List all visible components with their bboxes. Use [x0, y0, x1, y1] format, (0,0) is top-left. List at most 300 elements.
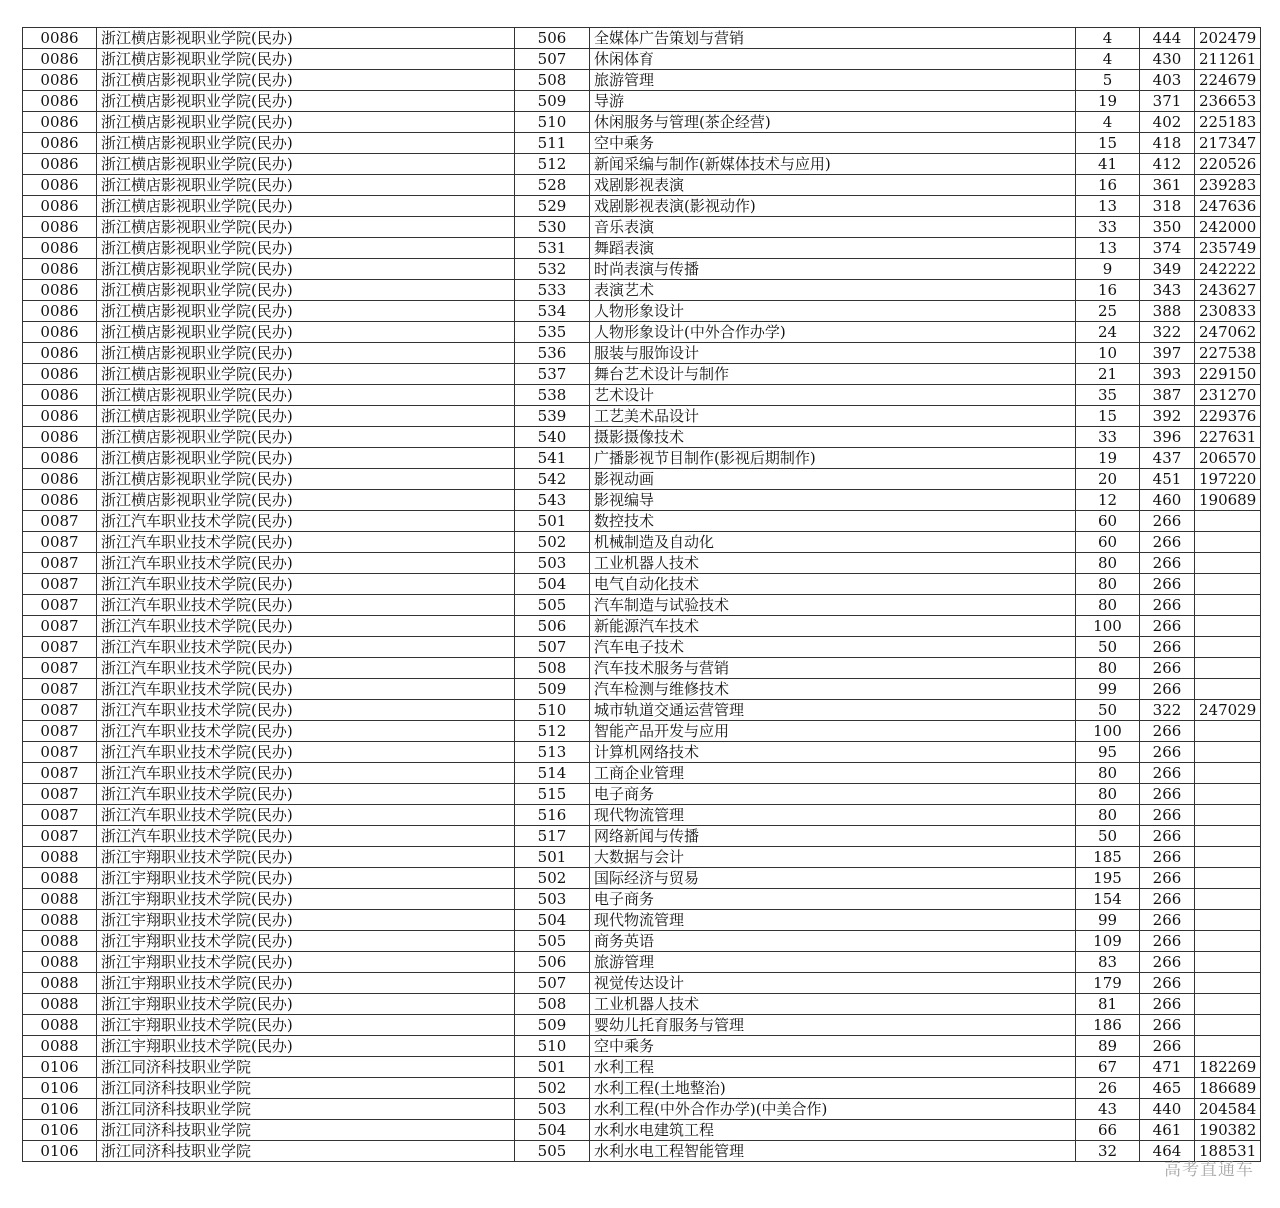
table-row	[23, 994, 1261, 1015]
min-score-cell: 430	[1140, 49, 1195, 70]
min-score-cell: 322	[1140, 322, 1195, 343]
major-name-cell: 导游	[590, 91, 1076, 112]
rank-cell	[1195, 658, 1261, 679]
table-row	[23, 679, 1261, 700]
table-row	[23, 721, 1261, 742]
min-score-cell: 266	[1140, 973, 1195, 994]
min-score-cell: 266	[1140, 616, 1195, 637]
min-score-cell: 403	[1140, 70, 1195, 91]
school-name-cell: 浙江横店影视职业学院(民办)	[97, 70, 515, 91]
school-name-cell: 浙江横店影视职业学院(民办)	[97, 280, 515, 301]
min-score-cell: 460	[1140, 490, 1195, 511]
major-name-cell: 休闲服务与管理(茶企经营)	[590, 112, 1076, 133]
table-row	[23, 448, 1261, 469]
major-code-cell: 503	[515, 553, 590, 574]
school-name-cell: 浙江横店影视职业学院(民办)	[97, 112, 515, 133]
plan-count-cell: 81	[1076, 994, 1140, 1015]
school-code-cell: 0088	[23, 952, 97, 973]
min-score-cell: 266	[1140, 1015, 1195, 1036]
rank-cell: 242000	[1195, 217, 1261, 238]
rank-cell: 239283	[1195, 175, 1261, 196]
plan-count-cell: 95	[1076, 742, 1140, 763]
rank-cell	[1195, 973, 1261, 994]
major-name-cell: 服装与服饰设计	[590, 343, 1076, 364]
table-row	[23, 658, 1261, 679]
major-code-cell: 511	[515, 133, 590, 154]
table-row	[23, 406, 1261, 427]
major-name-cell: 人物形象设计	[590, 301, 1076, 322]
plan-count-cell: 20	[1076, 469, 1140, 490]
admission-table	[22, 27, 1261, 1162]
major-code-cell: 503	[515, 889, 590, 910]
school-code-cell: 0086	[23, 364, 97, 385]
table-row	[23, 511, 1261, 532]
school-name-cell: 浙江横店影视职业学院(民办)	[97, 154, 515, 175]
plan-count-cell: 13	[1076, 238, 1140, 259]
school-code-cell: 0088	[23, 994, 97, 1015]
major-code-cell: 540	[515, 427, 590, 448]
table-row	[23, 343, 1261, 364]
plan-count-cell: 89	[1076, 1036, 1140, 1057]
school-name-cell: 浙江宇翔职业技术学院(民办)	[97, 1036, 515, 1057]
major-code-cell: 502	[515, 532, 590, 553]
table-row	[23, 49, 1261, 70]
major-name-cell: 智能产品开发与应用	[590, 721, 1076, 742]
major-code-cell: 530	[515, 217, 590, 238]
school-name-cell: 浙江横店影视职业学院(民办)	[97, 28, 515, 49]
plan-count-cell: 100	[1076, 616, 1140, 637]
school-name-cell: 浙江汽车职业技术学院(民办)	[97, 658, 515, 679]
table-row	[23, 1057, 1261, 1078]
plan-count-cell: 33	[1076, 217, 1140, 238]
school-code-cell: 0086	[23, 406, 97, 427]
rank-cell: 186689	[1195, 1078, 1261, 1099]
school-code-cell: 0087	[23, 700, 97, 721]
school-name-cell: 浙江横店影视职业学院(民办)	[97, 469, 515, 490]
school-name-cell: 浙江宇翔职业技术学院(民办)	[97, 847, 515, 868]
min-score-cell: 266	[1140, 805, 1195, 826]
major-code-cell: 514	[515, 763, 590, 784]
school-name-cell: 浙江横店影视职业学院(民办)	[97, 91, 515, 112]
min-score-cell: 451	[1140, 469, 1195, 490]
major-name-cell: 水利水电工程智能管理	[590, 1141, 1076, 1162]
major-code-cell: 502	[515, 1078, 590, 1099]
major-code-cell: 534	[515, 301, 590, 322]
school-code-cell: 0087	[23, 595, 97, 616]
min-score-cell: 440	[1140, 1099, 1195, 1120]
table-row	[23, 742, 1261, 763]
plan-count-cell: 4	[1076, 28, 1140, 49]
school-code-cell: 0086	[23, 49, 97, 70]
plan-count-cell: 100	[1076, 721, 1140, 742]
min-score-cell: 464	[1140, 1141, 1195, 1162]
school-name-cell: 浙江宇翔职业技术学院(民办)	[97, 994, 515, 1015]
rank-cell	[1195, 931, 1261, 952]
major-code-cell: 535	[515, 322, 590, 343]
school-code-cell: 0086	[23, 448, 97, 469]
min-score-cell: 266	[1140, 658, 1195, 679]
school-name-cell: 浙江宇翔职业技术学院(民办)	[97, 931, 515, 952]
plan-count-cell: 99	[1076, 910, 1140, 931]
school-code-cell: 0088	[23, 868, 97, 889]
table-row	[23, 301, 1261, 322]
rank-cell: 206570	[1195, 448, 1261, 469]
school-code-cell: 0087	[23, 721, 97, 742]
plan-count-cell: 185	[1076, 847, 1140, 868]
major-name-cell: 水利水电建筑工程	[590, 1120, 1076, 1141]
plan-count-cell: 80	[1076, 784, 1140, 805]
major-name-cell: 视觉传达设计	[590, 973, 1076, 994]
major-code-cell: 516	[515, 805, 590, 826]
rank-cell	[1195, 847, 1261, 868]
table-row	[23, 595, 1261, 616]
school-code-cell: 0086	[23, 259, 97, 280]
major-name-cell: 城市轨道交通运营管理	[590, 700, 1076, 721]
major-name-cell: 工商企业管理	[590, 763, 1076, 784]
major-code-cell: 510	[515, 700, 590, 721]
school-name-cell: 浙江横店影视职业学院(民办)	[97, 322, 515, 343]
major-code-cell: 532	[515, 259, 590, 280]
school-name-cell: 浙江横店影视职业学院(民办)	[97, 301, 515, 322]
major-name-cell: 戏剧影视表演(影视动作)	[590, 196, 1076, 217]
rank-cell: 231270	[1195, 385, 1261, 406]
school-name-cell: 浙江横店影视职业学院(民办)	[97, 175, 515, 196]
major-name-cell: 时尚表演与传播	[590, 259, 1076, 280]
min-score-cell: 266	[1140, 511, 1195, 532]
min-score-cell: 318	[1140, 196, 1195, 217]
plan-count-cell: 32	[1076, 1141, 1140, 1162]
min-score-cell: 361	[1140, 175, 1195, 196]
major-code-cell: 508	[515, 994, 590, 1015]
major-name-cell: 汽车制造与试验技术	[590, 595, 1076, 616]
table-row	[23, 973, 1261, 994]
school-name-cell: 浙江汽车职业技术学院(民办)	[97, 574, 515, 595]
plan-count-cell: 15	[1076, 406, 1140, 427]
major-name-cell: 艺术设计	[590, 385, 1076, 406]
min-score-cell: 266	[1140, 784, 1195, 805]
min-score-cell: 266	[1140, 1036, 1195, 1057]
major-code-cell: 507	[515, 973, 590, 994]
min-score-cell: 266	[1140, 679, 1195, 700]
major-code-cell: 509	[515, 91, 590, 112]
major-code-cell: 512	[515, 721, 590, 742]
major-name-cell: 摄影摄像技术	[590, 427, 1076, 448]
major-code-cell: 501	[515, 511, 590, 532]
school-code-cell: 0106	[23, 1057, 97, 1078]
major-name-cell: 广播影视节目制作(影视后期制作)	[590, 448, 1076, 469]
plan-count-cell: 21	[1076, 364, 1140, 385]
school-name-cell: 浙江汽车职业技术学院(民办)	[97, 679, 515, 700]
rank-cell	[1195, 952, 1261, 973]
school-name-cell: 浙江汽车职业技术学院(民办)	[97, 826, 515, 847]
major-name-cell: 新能源汽车技术	[590, 616, 1076, 637]
min-score-cell: 393	[1140, 364, 1195, 385]
school-code-cell: 0106	[23, 1078, 97, 1099]
table-row	[23, 91, 1261, 112]
school-code-cell: 0087	[23, 511, 97, 532]
major-name-cell: 现代物流管理	[590, 910, 1076, 931]
major-name-cell: 空中乘务	[590, 133, 1076, 154]
major-name-cell: 全媒体广告策划与营销	[590, 28, 1076, 49]
school-code-cell: 0106	[23, 1141, 97, 1162]
school-name-cell: 浙江宇翔职业技术学院(民办)	[97, 868, 515, 889]
school-code-cell: 0086	[23, 196, 97, 217]
school-name-cell: 浙江同济科技职业学院	[97, 1099, 515, 1120]
plan-count-cell: 19	[1076, 448, 1140, 469]
rank-cell	[1195, 784, 1261, 805]
plan-count-cell: 195	[1076, 868, 1140, 889]
school-code-cell: 0087	[23, 742, 97, 763]
rank-cell: 220526	[1195, 154, 1261, 175]
min-score-cell: 387	[1140, 385, 1195, 406]
rank-cell: 242222	[1195, 259, 1261, 280]
school-name-cell: 浙江横店影视职业学院(民办)	[97, 196, 515, 217]
school-code-cell: 0086	[23, 154, 97, 175]
major-code-cell: 503	[515, 1099, 590, 1120]
rank-cell: 247029	[1195, 700, 1261, 721]
min-score-cell: 437	[1140, 448, 1195, 469]
rank-cell	[1195, 553, 1261, 574]
plan-count-cell: 109	[1076, 931, 1140, 952]
school-code-cell: 0106	[23, 1120, 97, 1141]
school-name-cell: 浙江宇翔职业技术学院(民办)	[97, 1015, 515, 1036]
table-row	[23, 784, 1261, 805]
school-code-cell: 0088	[23, 847, 97, 868]
rank-cell	[1195, 868, 1261, 889]
school-code-cell: 0088	[23, 1015, 97, 1036]
rank-cell	[1195, 889, 1261, 910]
table-row	[23, 364, 1261, 385]
table-row	[23, 112, 1261, 133]
min-score-cell: 266	[1140, 931, 1195, 952]
min-score-cell: 266	[1140, 532, 1195, 553]
plan-count-cell: 19	[1076, 91, 1140, 112]
major-name-cell: 影视动画	[590, 469, 1076, 490]
rank-cell: 190382	[1195, 1120, 1261, 1141]
school-name-cell: 浙江宇翔职业技术学院(民办)	[97, 889, 515, 910]
plan-count-cell: 16	[1076, 175, 1140, 196]
min-score-cell: 392	[1140, 406, 1195, 427]
table-row	[23, 133, 1261, 154]
rank-cell: 211261	[1195, 49, 1261, 70]
major-name-cell: 电气自动化技术	[590, 574, 1076, 595]
rank-cell	[1195, 1036, 1261, 1057]
major-name-cell: 水利工程	[590, 1057, 1076, 1078]
major-name-cell: 休闲体育	[590, 49, 1076, 70]
min-score-cell: 266	[1140, 952, 1195, 973]
school-code-cell: 0086	[23, 490, 97, 511]
school-name-cell: 浙江汽车职业技术学院(民办)	[97, 595, 515, 616]
min-score-cell: 418	[1140, 133, 1195, 154]
table-row	[23, 553, 1261, 574]
major-code-cell: 507	[515, 637, 590, 658]
watermark-logo: 高考直通车	[1164, 1160, 1254, 1180]
rank-cell: 230833	[1195, 301, 1261, 322]
major-code-cell: 528	[515, 175, 590, 196]
plan-count-cell: 13	[1076, 196, 1140, 217]
school-code-cell: 0087	[23, 637, 97, 658]
school-code-cell: 0086	[23, 385, 97, 406]
table-body	[23, 28, 1261, 1162]
major-code-cell: 537	[515, 364, 590, 385]
major-name-cell: 工艺美术品设计	[590, 406, 1076, 427]
school-name-cell: 浙江汽车职业技术学院(民办)	[97, 616, 515, 637]
table-row	[23, 1120, 1261, 1141]
plan-count-cell: 67	[1076, 1057, 1140, 1078]
min-score-cell: 266	[1140, 910, 1195, 931]
school-code-cell: 0087	[23, 553, 97, 574]
school-name-cell: 浙江宇翔职业技术学院(民办)	[97, 952, 515, 973]
major-code-cell: 504	[515, 1120, 590, 1141]
major-name-cell: 工业机器人技术	[590, 553, 1076, 574]
plan-count-cell: 50	[1076, 637, 1140, 658]
rank-cell: 217347	[1195, 133, 1261, 154]
school-name-cell: 浙江横店影视职业学院(民办)	[97, 406, 515, 427]
rank-cell	[1195, 1015, 1261, 1036]
major-code-cell: 529	[515, 196, 590, 217]
min-score-cell: 322	[1140, 700, 1195, 721]
major-code-cell: 506	[515, 952, 590, 973]
min-score-cell: 471	[1140, 1057, 1195, 1078]
rank-cell	[1195, 742, 1261, 763]
school-code-cell: 0086	[23, 28, 97, 49]
table-row	[23, 385, 1261, 406]
school-code-cell: 0088	[23, 910, 97, 931]
school-name-cell: 浙江横店影视职业学院(民办)	[97, 343, 515, 364]
plan-count-cell: 154	[1076, 889, 1140, 910]
school-name-cell: 浙江汽车职业技术学院(民办)	[97, 553, 515, 574]
major-name-cell: 影视编导	[590, 490, 1076, 511]
school-name-cell: 浙江汽车职业技术学院(民办)	[97, 700, 515, 721]
rank-cell: 202479	[1195, 28, 1261, 49]
table-row	[23, 1078, 1261, 1099]
min-score-cell: 266	[1140, 847, 1195, 868]
min-score-cell: 266	[1140, 994, 1195, 1015]
rank-cell	[1195, 532, 1261, 553]
table-row	[23, 574, 1261, 595]
plan-count-cell: 60	[1076, 511, 1140, 532]
table-row	[23, 826, 1261, 847]
major-name-cell: 计算机网络技术	[590, 742, 1076, 763]
school-name-cell: 浙江横店影视职业学院(民办)	[97, 217, 515, 238]
major-code-cell: 509	[515, 1015, 590, 1036]
rank-cell: 243627	[1195, 280, 1261, 301]
school-code-cell: 0106	[23, 1099, 97, 1120]
school-code-cell: 0086	[23, 217, 97, 238]
major-code-cell: 541	[515, 448, 590, 469]
table-row	[23, 28, 1261, 49]
major-name-cell: 网络新闻与传播	[590, 826, 1076, 847]
table-row	[23, 1099, 1261, 1120]
table-row	[23, 427, 1261, 448]
table-row	[23, 763, 1261, 784]
plan-count-cell: 25	[1076, 301, 1140, 322]
table-row	[23, 280, 1261, 301]
plan-count-cell: 80	[1076, 553, 1140, 574]
major-code-cell: 501	[515, 847, 590, 868]
min-score-cell: 402	[1140, 112, 1195, 133]
major-code-cell: 505	[515, 1141, 590, 1162]
school-code-cell: 0086	[23, 70, 97, 91]
rank-cell	[1195, 595, 1261, 616]
major-name-cell: 表演艺术	[590, 280, 1076, 301]
major-name-cell: 电子商务	[590, 889, 1076, 910]
min-score-cell: 266	[1140, 637, 1195, 658]
major-name-cell: 新闻采编与制作(新媒体技术与应用)	[590, 154, 1076, 175]
major-code-cell: 538	[515, 385, 590, 406]
major-code-cell: 508	[515, 658, 590, 679]
major-code-cell: 510	[515, 1036, 590, 1057]
major-code-cell: 506	[515, 616, 590, 637]
major-code-cell: 531	[515, 238, 590, 259]
major-name-cell: 人物形象设计(中外合作办学)	[590, 322, 1076, 343]
school-code-cell: 0087	[23, 532, 97, 553]
rank-cell: 224679	[1195, 70, 1261, 91]
school-name-cell: 浙江横店影视职业学院(民办)	[97, 385, 515, 406]
table-row	[23, 490, 1261, 511]
major-code-cell: 504	[515, 910, 590, 931]
table-row	[23, 910, 1261, 931]
major-name-cell: 舞台艺术设计与制作	[590, 364, 1076, 385]
table-row	[23, 1036, 1261, 1057]
school-name-cell: 浙江横店影视职业学院(民办)	[97, 259, 515, 280]
table-row	[23, 469, 1261, 490]
school-code-cell: 0086	[23, 322, 97, 343]
school-code-cell: 0087	[23, 805, 97, 826]
min-score-cell: 396	[1140, 427, 1195, 448]
rank-cell	[1195, 511, 1261, 532]
school-code-cell: 0087	[23, 784, 97, 805]
school-name-cell: 浙江宇翔职业技术学院(民办)	[97, 973, 515, 994]
table-row	[23, 1141, 1261, 1162]
plan-count-cell: 9	[1076, 259, 1140, 280]
school-name-cell: 浙江宇翔职业技术学院(民办)	[97, 910, 515, 931]
school-code-cell: 0086	[23, 175, 97, 196]
min-score-cell: 371	[1140, 91, 1195, 112]
school-code-cell: 0088	[23, 1036, 97, 1057]
table-row	[23, 196, 1261, 217]
plan-count-cell: 66	[1076, 1120, 1140, 1141]
table-row	[23, 322, 1261, 343]
plan-count-cell: 43	[1076, 1099, 1140, 1120]
plan-count-cell: 10	[1076, 343, 1140, 364]
major-name-cell: 婴幼儿托育服务与管理	[590, 1015, 1076, 1036]
min-score-cell: 266	[1140, 721, 1195, 742]
major-name-cell: 舞蹈表演	[590, 238, 1076, 259]
rank-cell: 227631	[1195, 427, 1261, 448]
major-name-cell: 戏剧影视表演	[590, 175, 1076, 196]
min-score-cell: 266	[1140, 553, 1195, 574]
plan-count-cell: 50	[1076, 826, 1140, 847]
plan-count-cell: 4	[1076, 49, 1140, 70]
school-name-cell: 浙江横店影视职业学院(民办)	[97, 364, 515, 385]
rank-cell	[1195, 826, 1261, 847]
school-name-cell: 浙江横店影视职业学院(民办)	[97, 238, 515, 259]
plan-count-cell: 15	[1076, 133, 1140, 154]
rank-cell	[1195, 994, 1261, 1015]
major-name-cell: 空中乘务	[590, 1036, 1076, 1057]
rank-cell	[1195, 616, 1261, 637]
plan-count-cell: 41	[1076, 154, 1140, 175]
major-name-cell: 商务英语	[590, 931, 1076, 952]
rank-cell: 204584	[1195, 1099, 1261, 1120]
table-row	[23, 847, 1261, 868]
major-code-cell: 507	[515, 49, 590, 70]
rank-cell: 190689	[1195, 490, 1261, 511]
major-name-cell: 大数据与会计	[590, 847, 1076, 868]
plan-count-cell: 33	[1076, 427, 1140, 448]
table-row	[23, 238, 1261, 259]
